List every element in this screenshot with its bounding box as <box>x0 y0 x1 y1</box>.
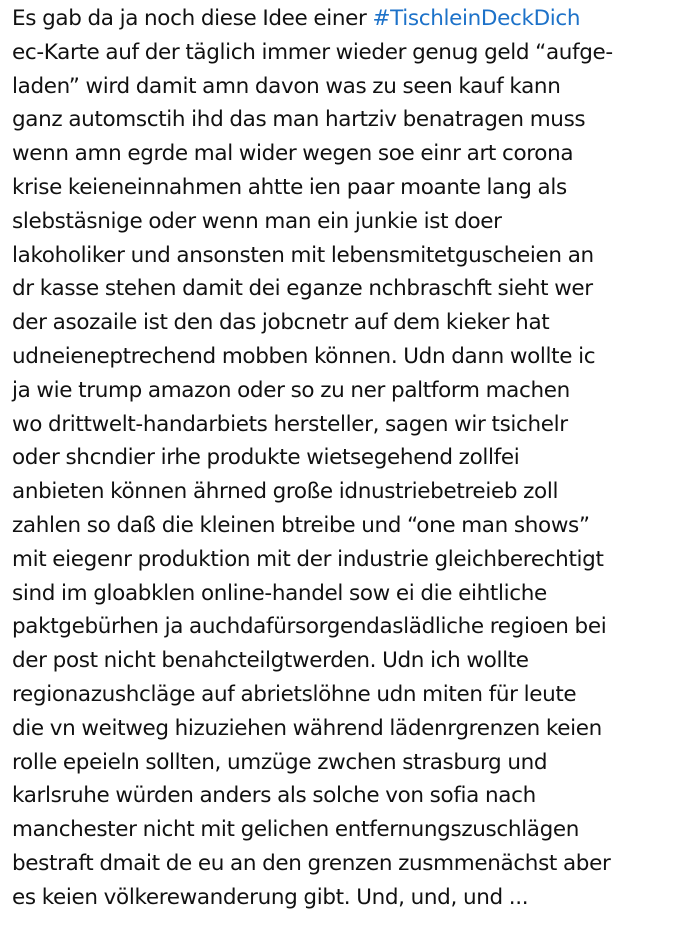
post-line-13: wo drittwelt-handarbiets hersteller, sagen wir tsichelr <box>12 411 568 437</box>
post-line-24: karlsruhe würden anders als solche von sofia nach <box>12 783 536 809</box>
post-line-14: oder shcndier irhe produkte wietsegehend zollfei <box>12 445 520 471</box>
post-line-23: rolle epeieln sollten, umzüge zwchen strasburg und <box>12 749 548 775</box>
post-line-1 <box>12 2 680 36</box>
post-line-9: dr kasse stehen damit dei eganze nchbraschft sieht wer <box>12 276 593 302</box>
post-line-1-text: Es gab da ja noch diese Idee einer <box>12 6 373 31</box>
post-line-3: laden” wird damit amn davon was zu seen kauf kann <box>12 73 561 99</box>
post-line-25: manchester nicht mit gelichen entfernungszuschlägen <box>12 817 580 843</box>
post-line-17: mit eiegenr produktion mit der industrie gleichberechtigt <box>12 546 604 572</box>
post-line-15: anbieten können ährned große idnustriebetreieb zoll <box>12 479 559 505</box>
post-line-7: slebstäsnige oder wenn man ein junkie ist doer <box>12 208 502 234</box>
post-line-22: die vn weitweg hizuziehen während lädenrgrenzen keien <box>12 715 602 741</box>
post-line-21: regionazushcläge auf abrietslöhne udn miten für leute <box>12 681 577 707</box>
post-line-27: es keien völkerewanderung gibt. Und, und, und ... <box>12 884 529 910</box>
post-body <box>12 2 680 915</box>
post-line-5: wenn amn egrde mal wider wegen soe einr art corona <box>12 141 574 167</box>
post-line-6: krise keieneinnahmen ahtte ien paar moante lang als <box>12 174 567 200</box>
post-line-4: ganz automsctih ihd das man hartziv benatragen muss <box>12 107 586 133</box>
post-line-16: zahlen so daß die kleinen btreibe und “one man shows” <box>12 512 590 538</box>
hashtag-link[interactable]: #TischleinDeckDich <box>372 6 581 31</box>
post-line-10: der asozaile ist den das jobcnetr auf dem kieker hat <box>12 310 550 336</box>
post-line-2: ec-Karte auf der täglich immer wieder genug geld “aufge- <box>12 39 613 65</box>
post-line-20: der post nicht benahcteilgtwerden. Udn ich wollte <box>12 648 529 674</box>
post-line-19: paktgebürhen ja auchdafürsorgendaslädliche regioen bei <box>12 614 607 640</box>
post-line-8: lakoholiker und ansonsten mit lebensmitetguscheien an <box>12 242 594 268</box>
post-line-26: bestraft dmait de eu an den grenzen zusmmenächst aber <box>12 850 611 876</box>
post-line-11: udneieneptrechend mobben können. Udn dann wollte ic <box>12 343 596 369</box>
post-line-18: sind im gloabklen online-handel sow ei die eihtliche <box>12 580 547 606</box>
post-line-12: ja wie trump amazon oder so zu ner paltform machen <box>12 377 570 403</box>
